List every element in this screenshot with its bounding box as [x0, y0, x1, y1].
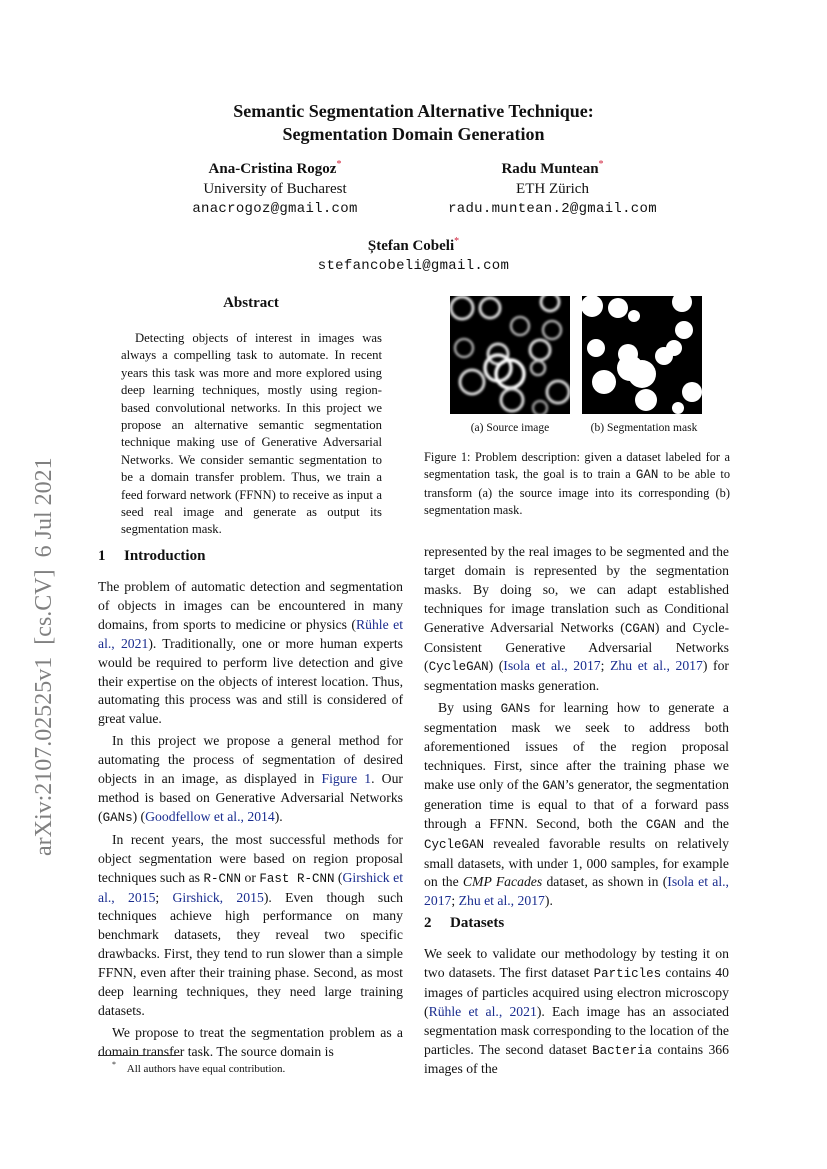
paragraph: We propose to treat the segmentation problem as a domain transfer task. The source domain is: [98, 1024, 403, 1059]
text-run: In recent years, the most successful methods for object segmentation were based on region proposal techniques such as: [98, 831, 403, 885]
abstract-text: Detecting objects of interest in images was always a compelling task to automate. In recent years this task was more and more explored using deep learning techniques, mostly using region-based convolutional networks. In this project we propose an alternative semantic segmentation technique making use of Generative Adversarial Networks. We consider semantic segmentation to be a domain transfer problem. Thus, we train a feed forward network (FFNN) to receive as input a seed real image and generate as output its segmentation mask.: [121, 331, 382, 537]
code-cyclegan: CycleGAN: [424, 837, 485, 852]
footnote-marker: *: [112, 1060, 116, 1069]
section-title: Introduction: [124, 548, 206, 564]
text-run: contains 366 images of the: [424, 1041, 729, 1077]
paper-title: [0, 100, 827, 146]
text-run: ) (: [488, 658, 504, 674]
author-email[interactable]: stefancobeli@gmail.com: [317, 258, 510, 274]
citation-link[interactable]: Girshick et al., 2015: [98, 869, 403, 905]
paragraph: [424, 543, 729, 696]
caption-text: to be able to transform (a) the source image into its corresponding (b) segmentation mask.: [424, 467, 731, 517]
section-number: 2: [424, 915, 432, 931]
paragraph: [98, 831, 403, 1021]
citation-link[interactable]: Goodfellow et al., 2014: [145, 808, 275, 824]
code-bacteria: Bacteria: [592, 1043, 653, 1058]
subcaption-b: (b) Segmentation mask: [590, 422, 698, 434]
arxiv-side-stamp: [8, 380, 78, 860]
author-marker: *: [336, 159, 342, 170]
text-run: and the: [675, 815, 729, 831]
author-email[interactable]: radu.muntean.2@gmail.com: [448, 201, 657, 217]
sample-count: 1, 000: [572, 855, 607, 871]
footnote: [112, 1060, 285, 1075]
text-run: By using: [438, 700, 501, 716]
text-run: dataset, as shown in (: [542, 874, 668, 890]
author-marker: *: [598, 159, 604, 170]
text-run: In this project we propose a general method for automating the process of segmentation of desired objects in an image, as displayed in: [98, 733, 403, 787]
author-affiliation: ETH Zürich: [516, 181, 589, 197]
author-email[interactable]: anacrogoz@gmail.com: [192, 201, 358, 217]
author-marker: *: [454, 236, 460, 247]
citation-link[interactable]: Zhu et al., 2017: [610, 658, 703, 674]
dataset-name-emphasis: CMP Facades: [462, 874, 543, 890]
text-run: ).: [274, 808, 283, 824]
text-run: We seek to validate our methodology by testing it on two datasets. The first dataset: [424, 946, 729, 980]
citation-link[interactable]: Rühle et al., 2021: [98, 616, 403, 651]
figure-caption: [424, 449, 730, 519]
code-fast-rcnn: Fast R-CNN: [259, 871, 335, 886]
author-block-3: [280, 232, 547, 276]
code-gan: GAN: [635, 468, 659, 483]
author-block-2: [420, 155, 685, 219]
section-2-body: [424, 945, 729, 1079]
text-run: ) for segmentation masks generation.: [424, 658, 729, 694]
text-run: ;: [155, 889, 173, 905]
figure-ref-link[interactable]: Figure 1: [321, 771, 372, 787]
text-run: for learning how to generate a segmentation mask we seek to address both aforementioned issues of the region proposal techniques. First, since after the training phase we make use only of the: [424, 700, 729, 792]
text-run: ). Each image has an associated segmentation mask corresponding to the location of the particles. The second dataset: [424, 1003, 729, 1057]
text-run: ;: [600, 658, 611, 674]
text-run: represented by the real images to be segmented and the target domain is represented by the segmentation masks. By doing so, we can adapt established techniques for image translation such as Conditional Generative Adversarial Networks (: [424, 544, 729, 635]
author-affiliation: University of Bucharest: [203, 181, 347, 197]
paragraph: [424, 699, 729, 911]
abstract-heading: Abstract: [223, 295, 279, 311]
code-particles: Particles: [593, 966, 662, 981]
author-block-1: [150, 155, 400, 219]
text-run: ) and Cycle-Consistent Generative Adversarial Networks (: [424, 619, 730, 674]
code-cyclegan: CycleGAN: [428, 660, 489, 675]
citation-link[interactable]: Isola et al., 2017: [424, 874, 729, 909]
text-run: The problem of automatic detection and segmentation of objects in images can be encountered in many domains, from sports to medicine or physics (: [98, 579, 403, 632]
text-run: ) (: [132, 808, 146, 824]
figure-label: Figure 1:: [424, 450, 471, 464]
citation-link[interactable]: Rühle et al., 2021: [428, 1003, 537, 1019]
text-run: samples, for example on the: [424, 855, 730, 890]
citation-link[interactable]: Girshick, 2015: [172, 889, 264, 905]
code-cgan: CGAN: [624, 621, 655, 636]
text-run: (: [334, 869, 343, 885]
author-name: Ștefan Cobeli: [367, 238, 455, 254]
right-column: [424, 543, 729, 911]
section-number: 1: [98, 548, 106, 564]
text-run: or: [241, 869, 260, 885]
code-rcnn: R-CNN: [203, 871, 241, 886]
code-cgan: CGAN: [645, 817, 676, 832]
segmentation-mask-image: [582, 296, 702, 414]
author-name: Ana-Cristina Rogoz: [208, 161, 337, 177]
text-run: ).: [544, 893, 553, 909]
text-run: . Our method is based on Generative Adversarial Networks (: [98, 771, 403, 824]
title-line-2: Segmentation Domain Generation: [282, 124, 545, 144]
citation-link[interactable]: Zhu et al., 2017: [458, 893, 545, 909]
text-run: ;: [451, 893, 459, 909]
code-gans: GANs: [500, 702, 531, 717]
footnote-text: All authors have equal contribution.: [126, 1062, 286, 1075]
paragraph: [98, 578, 403, 729]
code-gan: GAN: [542, 778, 565, 793]
caption-text: Problem description: given a dataset labeled for a segmentation task, the goal is to train a: [424, 450, 730, 482]
arxiv-stamp-text: arXiv:2107.02525v1 [cs.CV] 6 Jul 2021: [31, 457, 57, 856]
paragraph: [424, 945, 729, 1079]
source-image: [450, 296, 570, 414]
text-run: ). Even though such techniques achieve high performance on many benchmark datasets, they reveal two specific drawbacks. First, they tend to run slower than a simple FFNN, even after their training phase. Second, as most deep learning techniques, they need large training datasets.: [98, 889, 403, 1018]
subcaption-a: (a) Source image: [470, 422, 550, 434]
title-line-1: Semantic Segmentation Alternative Technique:: [233, 101, 594, 121]
author-name: Radu Muntean: [501, 161, 599, 177]
section-1-heading: [98, 548, 205, 565]
left-column: [98, 578, 403, 1062]
text-run: revealed favorable results on relatively small datasets, with under: [424, 835, 729, 871]
citation-link[interactable]: Isola et al., 2017: [503, 658, 601, 674]
text-run: ’s generator, the segmentation generation time is equal to that of a forward pass through a FFNN. Second, both the: [424, 776, 729, 831]
section-2-heading: [424, 915, 504, 932]
code-gans: GANs: [102, 810, 133, 825]
footnote-rule: [98, 1055, 180, 1056]
section-title: Datasets: [450, 915, 505, 931]
paragraph: [98, 732, 403, 828]
text-run: contains 40 images of particles acquired using electron microscopy (: [424, 964, 729, 1019]
text-run: ). Traditionally, one or more human experts would be required to perform live detection and give their expertise on the objects of interest location. Thus, automating this process was and still is considered of great value.: [98, 635, 403, 727]
